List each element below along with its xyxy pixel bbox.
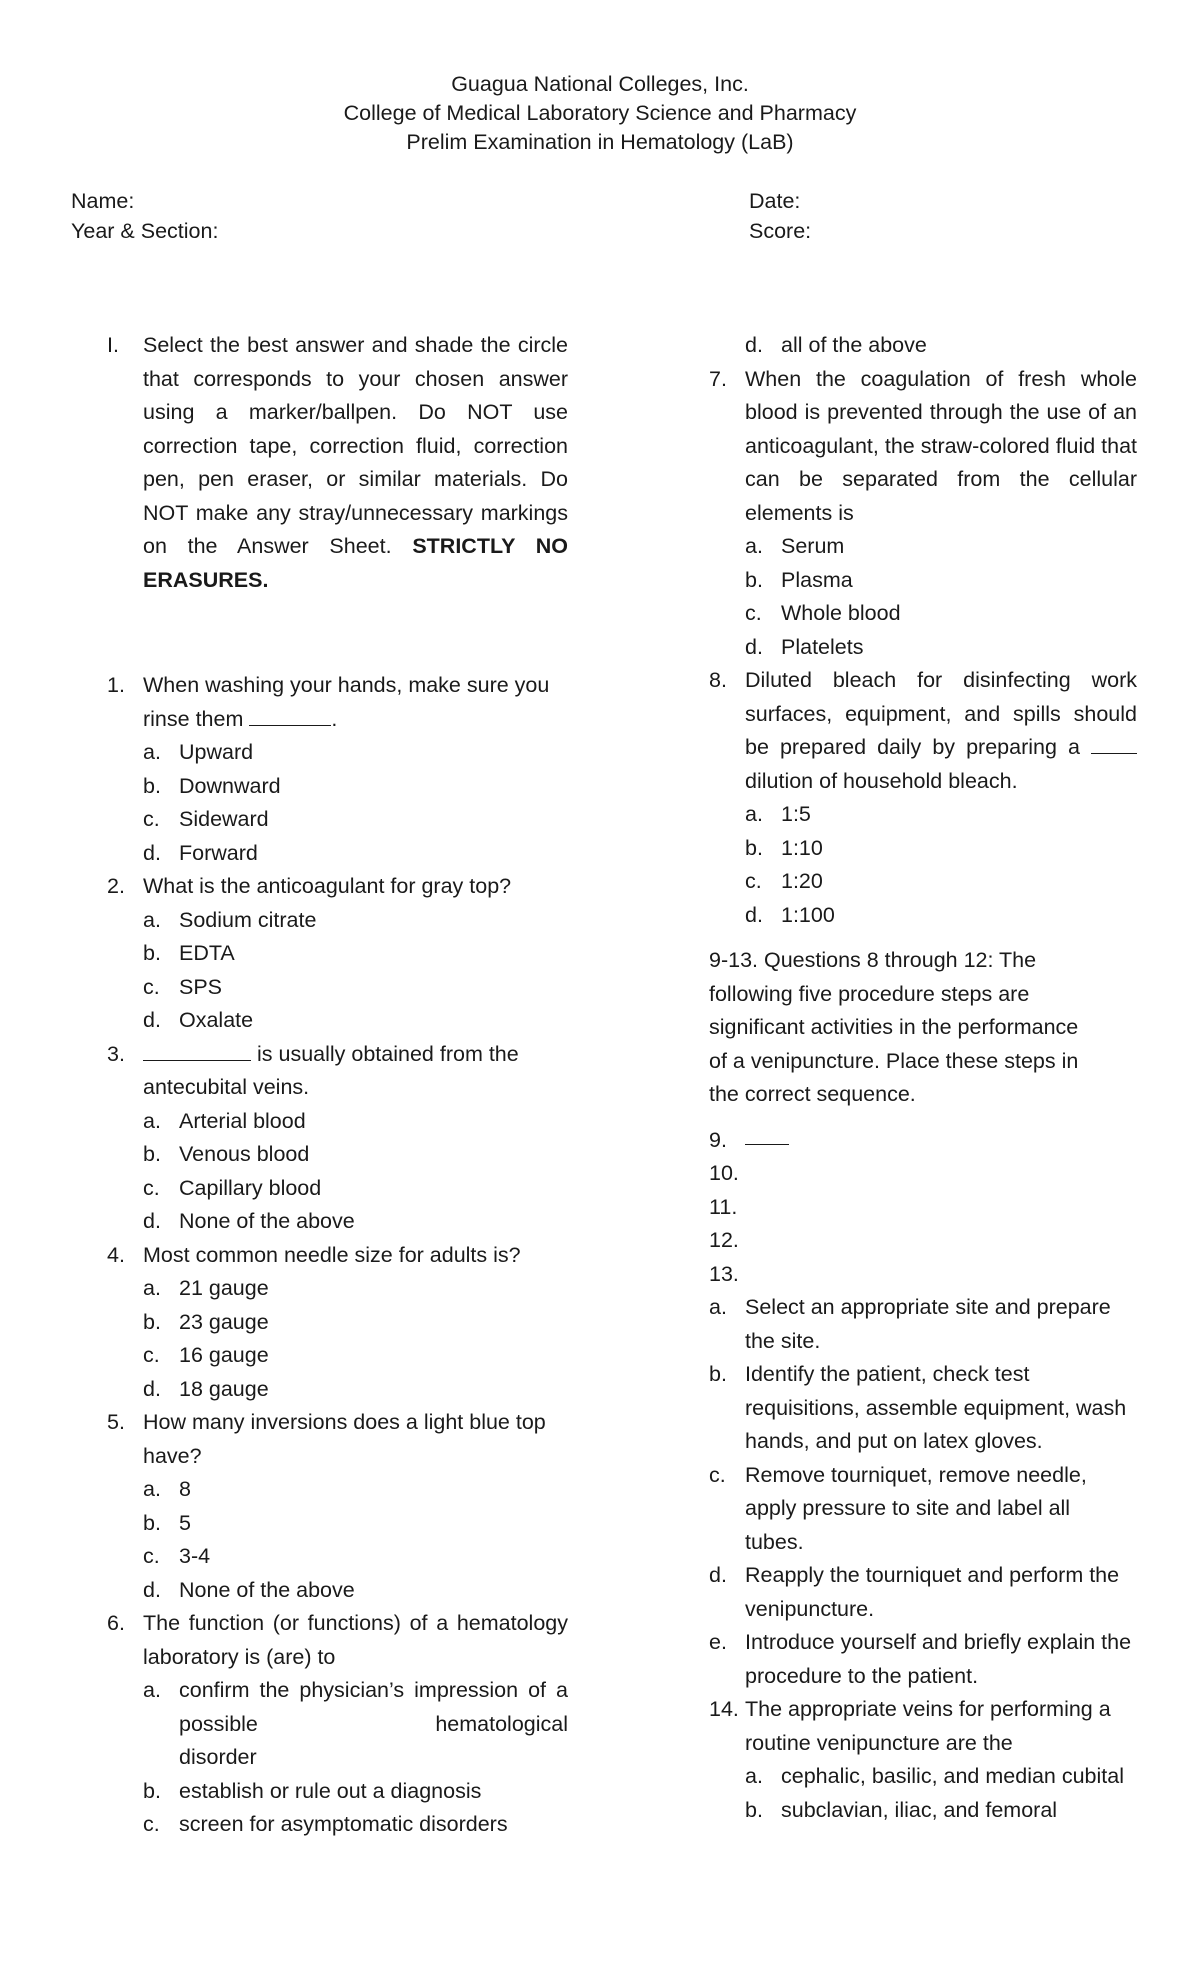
- option: b. 5: [143, 1510, 191, 1535]
- step-option: b. Identify the patient, check test requisitions, assemble equipment, wash hands, and put on latex gloves.: [709, 1362, 1127, 1453]
- exam-header: [0, 70, 1200, 157]
- option: d. None of the above: [143, 1209, 355, 1233]
- step-option: d. Reapply the tourniquet and perform the venipuncture.: [709, 1563, 1120, 1621]
- option: b. establish or rule out a diagnosis: [143, 1778, 482, 1803]
- answer-blank: [249, 705, 331, 726]
- option: a. 1:5: [745, 802, 811, 826]
- option: d. None of the above: [143, 1577, 355, 1602]
- question-2: 2. What is the anticoagulant for gray top? a. Sodium citrate b. EDTA c. SPS d. Oxalate: [107, 870, 568, 1038]
- answer-blank: [143, 1040, 251, 1061]
- option: c. SPS: [143, 974, 223, 999]
- left-column: [107, 329, 568, 1842]
- question-5: 5. How many inversions does a light blue top have? a. 8 b. 5 c. 3-4 d. None of the above: [107, 1406, 568, 1607]
- sequence-intro: 9-13. Questions 8 through 12: The following five procedure steps are significant activities in the performance of a venipuncture. Place these steps in the correct sequence.: [709, 948, 1079, 1106]
- option: a. Upward: [143, 740, 254, 764]
- question-1: 1. When washing your hands, make sure you rinse them . a. Upward b. Downward c. Sideward d. Forward: [107, 669, 568, 870]
- option: a. Arterial blood: [143, 1108, 306, 1133]
- section-number: I.: [107, 333, 119, 357]
- right-column: [709, 329, 1137, 1827]
- option: a. 8: [143, 1477, 191, 1501]
- exam-title: Prelim Examination in Hematology (LaB): [406, 130, 794, 154]
- option: c. Capillary blood: [143, 1175, 322, 1200]
- question-3: 3. is usually obtained from the antecubital veins. a. Arterial blood b. Venous blood c. Capillary blood d. None of the above: [107, 1038, 568, 1239]
- step-option: c. Remove tourniquet, remove needle, apply pressure to site and label all tubes.: [709, 1462, 1087, 1554]
- sequence-slot: 12.: [709, 1228, 739, 1252]
- option: c. screen for asymptomatic disorders: [143, 1812, 508, 1836]
- option: a. 21 gauge: [143, 1276, 269, 1300]
- sequence-slot: 10.: [709, 1161, 739, 1185]
- option: b. subclavian, iliac, and femoral: [745, 1797, 1058, 1822]
- question-14: 14. The appropriate veins for performing a routine venipuncture are the a. cephalic, basilic, and median cubital b. subclavian, iliac, and femoral: [709, 1693, 1137, 1827]
- date-label: Date:: [749, 189, 801, 213]
- option: b. 23 gauge: [143, 1309, 269, 1334]
- option: d. all of the above: [745, 333, 927, 357]
- year-section-label: Year & Section:: [71, 219, 219, 243]
- instructions-text: Select the best answer and shade the circle that corresponds to your chosen answer using a marker/ballpen. Do NOT use correction tape, correction fluid, correction pen, pen eraser, or similar materials. Do NOT make any stray/unnecessary markings on the Answer Sheet. STRICTLY NO ERASURES.: [143, 333, 569, 592]
- option: c. 1:20: [745, 869, 823, 893]
- option: b. Plasma: [745, 567, 853, 592]
- question-4: 4. Most common needle size for adults is? a. 21 gauge b. 23 gauge c. 16 gauge d. 18 gauge: [107, 1239, 568, 1407]
- sequence-slot: 9.: [709, 1124, 1137, 1158]
- name-label: Name:: [71, 189, 135, 213]
- option: a. confirm the physician’s impression of a possible hematological disorder: [143, 1678, 568, 1769]
- question-6: 6. The function (or functions) of a hematology laboratory is (are) to a. confirm the physician’s impression of a possible hematological disorder b. establish or rule out a diagnosis c. screen for asymptomatic disorders: [107, 1607, 568, 1842]
- no-erasures-note: STRICTLY NO ERASURES.: [143, 534, 569, 592]
- option: d. Oxalate: [143, 1008, 254, 1032]
- college-name: College of Medical Laboratory Science and Pharmacy: [343, 101, 857, 125]
- option: d. Platelets: [745, 634, 864, 659]
- option: a. cephalic, basilic, and median cubital: [745, 1764, 1125, 1788]
- sequence-slot: 11.: [709, 1194, 738, 1219]
- answer-blank: [745, 1124, 789, 1145]
- sequence-slot: 13.: [709, 1261, 739, 1286]
- option: b. 1:10: [745, 835, 823, 860]
- option: a. Serum: [745, 534, 845, 558]
- question-7: 7. When the coagulation of fresh whole blood is prevented through the use of an anticoagulant, the straw-colored fluid that can be separated from the cellular elements is a. Serum b. Plasma c. Whole blood d. Platelets: [709, 363, 1137, 665]
- option: d. 18 gauge: [143, 1376, 269, 1401]
- option: b. EDTA: [143, 941, 235, 965]
- question-8: 8. Diluted bleach for disinfecting work surfaces, equipment, and spills should be prepared daily by preparing a dilution of household bleach. a. 1:5 b. 1:10 c. 1:20 d. 1:100: [709, 664, 1137, 932]
- option: b. Venous blood: [143, 1142, 310, 1166]
- option: c. 3-4: [143, 1544, 211, 1568]
- step-option: a. Select an appropriate site and prepare the site.: [709, 1295, 1111, 1353]
- student-info: [71, 186, 218, 246]
- option: a. Sodium citrate: [143, 907, 317, 932]
- instructions: [107, 329, 568, 597]
- option: c. Whole blood: [745, 601, 901, 625]
- sequence-question: [709, 944, 1137, 1693]
- option: d. Forward: [143, 840, 258, 865]
- step-option: e. Introduce yourself and briefly explain the procedure to the patient.: [709, 1630, 1132, 1688]
- school-name: Guagua National Colleges, Inc.: [451, 72, 749, 96]
- option: c. Sideward: [143, 807, 269, 831]
- score-label: Score:: [749, 219, 812, 243]
- option: d. 1:100: [745, 902, 835, 927]
- option: c. 16 gauge: [143, 1343, 269, 1367]
- date-score-info: [749, 186, 811, 246]
- answer-blank: [1091, 733, 1137, 754]
- option: b. Downward: [143, 773, 281, 798]
